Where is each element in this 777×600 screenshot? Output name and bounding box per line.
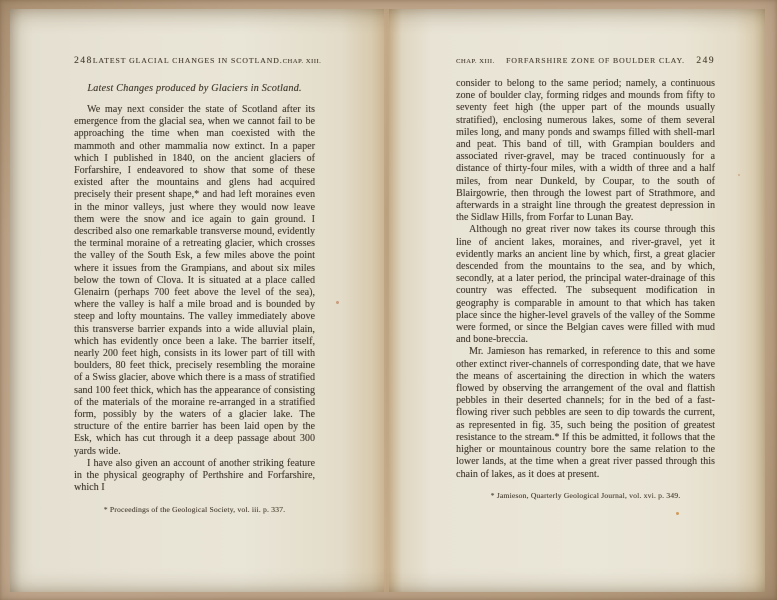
running-head-left xyxy=(74,56,322,66)
body-text-left xyxy=(74,104,315,495)
page-right-content xyxy=(456,56,715,500)
running-title-left: LATEST GLACIAL CHANGES IN SCOTLAND. xyxy=(92,56,283,65)
chapter-label-left: CHAP. XIII. xyxy=(282,58,322,65)
page-number-left: 248 xyxy=(74,56,93,66)
body-text-right xyxy=(456,78,715,481)
paragraph: We may next consider the state of Scotland after its emergence from the glacial sea, when we cannot fail to be approaching the time when man coexisted with the mammoth and other mammalia now extinct. In a paper which I published in 1840, on the ancient glaciers of Forfarshire, I endeavored to show that some of these existed after the mountains and glens had acquired precisely their present shape,* and had left moraines even in the minor valleys, just where they would now leave them were the snow and ice again to gain ground. I described also one remarkable transverse mound, evidently the terminal moraine of a retreating glacier, which crosses the valley of the South Esk, a few miles above the point where it issues from the Grampians, and about six miles below the town of Clova. It is situated at a place called Glenairn (perhaps 700 feet above the level of the sea), where the valley is half a mile broad and is bounded by steep and lofty mountains. The valley immediately above this transverse barrier expands into a wide alluvial plain, which has evidently once been a lake. The barrier itself, nearly 200 feet high, consists in its lower part of till with boulders, 80 feet thick, precisely resembling the moraine of a Swiss glacier, above which there is a mass of stratified sand 100 feet thick, which has the appearance of consisting of the materials of the moraine re-arranged in a stratified form, possibly by the waters of a glacier lake. The structure of the entire barrier has been laid open by the Esk, which has cut through it a deep passage about 300 yards wide. xyxy=(74,104,315,457)
paragraph: I have also given an account of another striking feature in the physical geography of Perthshire and Forfarshire, which I xyxy=(74,457,315,494)
footnote-left: * Proceedings of the Geological Society, vol. iii. p. 337. xyxy=(103,504,286,514)
page-number-right: 249 xyxy=(696,56,715,66)
paragraph: Although no great river now takes its course through this line of ancient lakes, moraines, and river-gravel, yet it evidently marks an ancient line by which, first, a great glacier descended from the mountains to the sea, and by which, secondly, at a later period, the principal water-drainage of this country was effected. The subsequent modification in geography is comparable in amount to that which has taken place since the higher-level gravels of the valley of the Somme were formed, or since the Belgian caves were filled with mud and bone-breccia. xyxy=(456,224,715,346)
paragraph: Mr. Jamieson has remarked, in reference to this and some other extinct river-channels of corresponding date, that we have the means of ascertaining the direction in which the waters flowed by observing the arrangement of the oval and flattish pebbles in their deserted channels; for in the bed of a fast-flowing river such pebbles are seen to dip towards the current, as represented in fig. 35, such being the position of greatest resistance to the stream.* If this be admitted, it follows that the higher or mountainous country bore the same relation to the lower lands, at the time when a great river passed through this chain of lakes, as it does at present. xyxy=(456,346,715,480)
running-title-right: FORFARSHIRE ZONE OF BOULDER CLAY. xyxy=(506,56,685,65)
chapter-label-right: CHAP. XIII. xyxy=(456,58,495,65)
paragraph-continuation: consider to belong to the same period; namely, a continuous zone of boulder clay, forming ridges and mounds from fifty to seventy feet high (the upper part of the mounds usually stratified), enclosing numerous lakes, some of them several miles long, and many ponds and swamps filled with shell-marl and peat. This band of till, with Grampian boulders and associated river-gravel, may be traced continuously for a distance of thirty-four miles, with a width of three and a half miles, from near Dunkeld, by Coupar, to the south of Blairgowrie, then through the lowest part of Strathmore, and afterwards in a straight line through the greatest depression in the Sidlaw Hills, from Forfar to Lunan Bay. xyxy=(456,78,715,224)
footnote-right: * Jamieson, Quarterly Geological Journal, vol. xvi. p. 349. xyxy=(490,490,681,500)
page-gutter xyxy=(384,9,389,592)
page-left xyxy=(10,9,386,592)
page-right xyxy=(386,9,765,592)
running-head-right xyxy=(456,56,715,66)
section-heading: Latest Changes produced by Glaciers in Scotland. xyxy=(87,83,302,94)
page-left-content xyxy=(74,56,322,514)
